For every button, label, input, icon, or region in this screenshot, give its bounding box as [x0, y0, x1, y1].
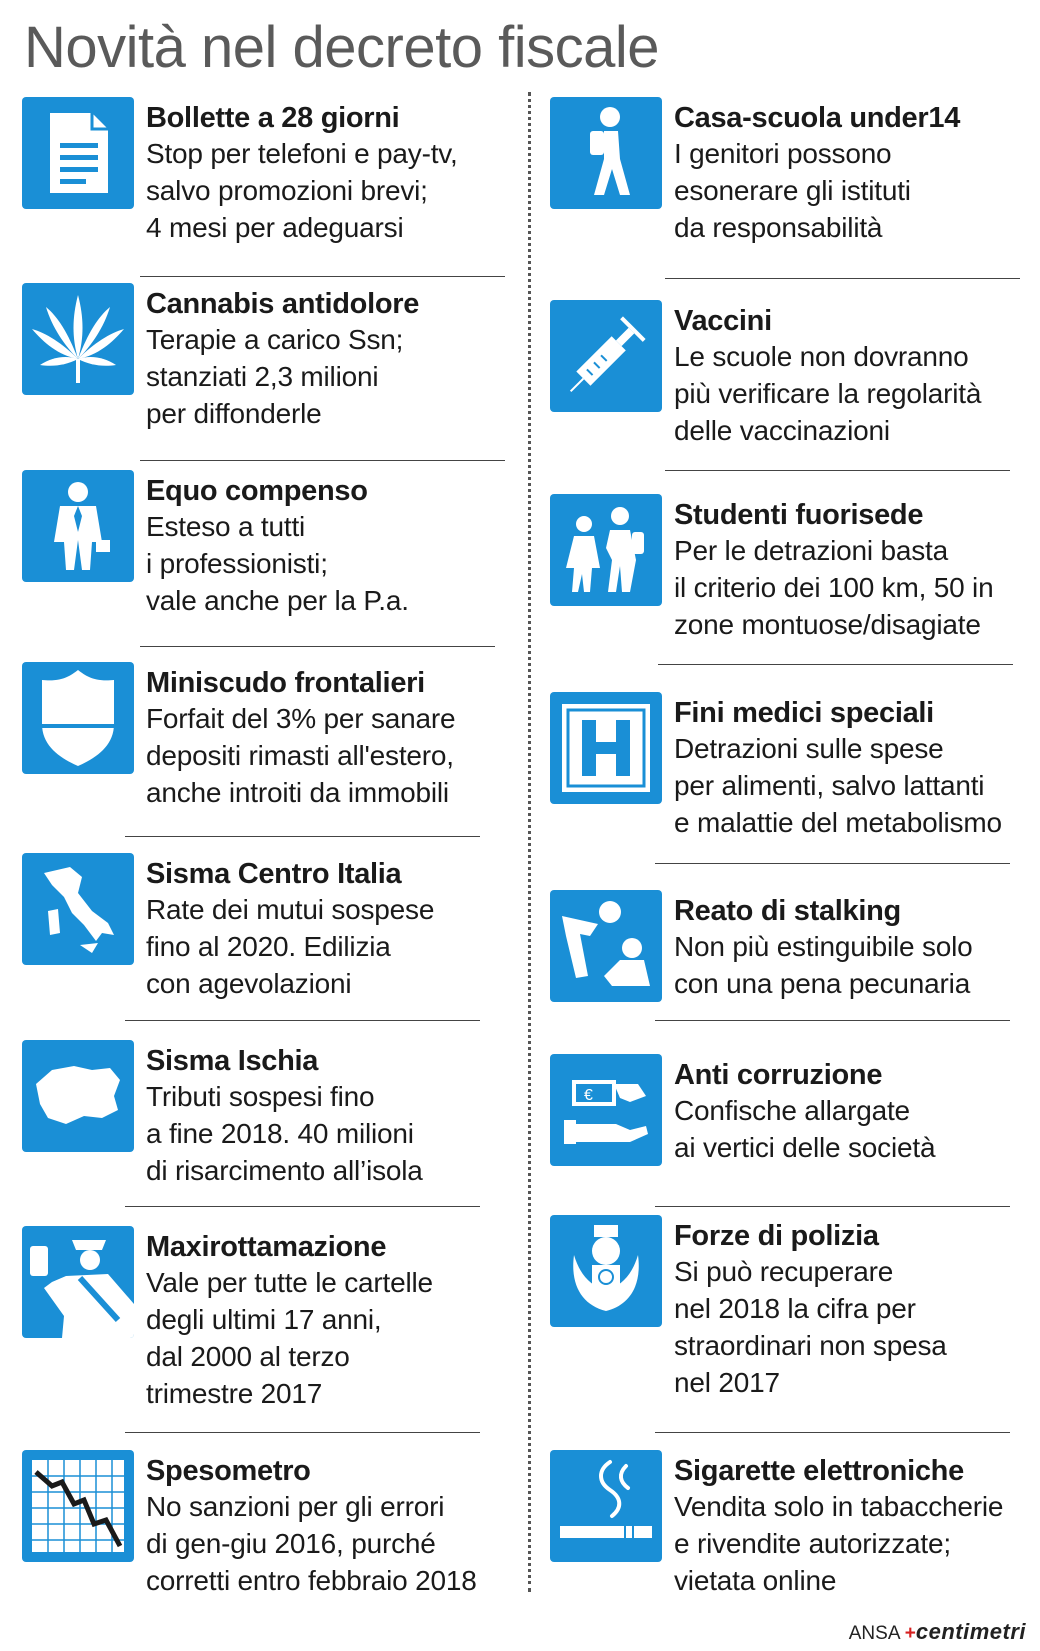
professional-man-icon — [22, 470, 134, 582]
item-heading: Forze di polizia — [674, 1220, 879, 1252]
column-divider — [528, 92, 531, 1592]
hospital-icon — [550, 692, 662, 804]
separator — [655, 1432, 1010, 1433]
chart-grid-icon — [22, 1450, 134, 1562]
separator — [125, 1206, 480, 1207]
stalking-icon — [550, 890, 662, 1002]
item-heading: Fini medici speciali — [674, 697, 934, 729]
item-heading: Equo compenso — [146, 475, 368, 507]
item-heading: Anti corruzione — [674, 1059, 883, 1091]
ischia-island-icon — [22, 1040, 134, 1152]
item-heading: Reato di stalking — [674, 895, 901, 927]
separator — [665, 278, 1020, 279]
item-heading: Cannabis antidolore — [146, 288, 420, 320]
police-officer-icon — [22, 1226, 134, 1338]
credit-line — [849, 1619, 1026, 1645]
students-icon — [550, 494, 662, 606]
brand-logo: centimetri — [915, 1619, 1026, 1644]
item-heading: Studenti fuorisede — [674, 499, 924, 531]
item-heading: Sigarette elettroniche — [674, 1455, 964, 1487]
bribe-icon — [550, 1054, 662, 1166]
shield-icon — [22, 662, 134, 774]
separator — [140, 646, 495, 647]
item-heading: Sisma Centro Italia — [146, 858, 402, 890]
separator — [655, 1020, 1010, 1021]
item-heading: Bollette a 28 giorni — [146, 102, 400, 134]
plus-mark: + — [904, 1623, 916, 1644]
svg-text:€: € — [584, 1087, 593, 1104]
separator — [658, 664, 1013, 665]
agency-label: ANSA — [848, 1623, 900, 1644]
police-emblem-icon — [550, 1215, 662, 1327]
item-heading: Vaccini — [674, 305, 772, 337]
page-title: Novità nel decreto fiscale — [24, 15, 659, 80]
separator — [125, 1020, 480, 1021]
cigarette-icon — [550, 1450, 662, 1562]
syringe-icon — [550, 300, 662, 412]
separator — [655, 863, 1010, 864]
separator — [125, 836, 480, 837]
item-heading: Spesometro — [146, 1455, 311, 1487]
separator — [655, 1206, 1010, 1207]
separator — [140, 460, 505, 461]
separator — [665, 470, 1010, 471]
item-heading: Sisma Ischia — [146, 1045, 319, 1077]
document-icon — [22, 97, 134, 209]
child-walking-icon — [550, 97, 662, 209]
item-heading: Maxirottamazione — [146, 1231, 387, 1263]
item-heading: Casa-scuola under14 — [674, 102, 961, 134]
cannabis-leaf-icon — [22, 283, 134, 395]
separator — [125, 1432, 480, 1433]
item-heading: Miniscudo frontalieri — [146, 667, 425, 699]
italy-map-icon — [22, 853, 134, 965]
separator — [140, 276, 505, 277]
